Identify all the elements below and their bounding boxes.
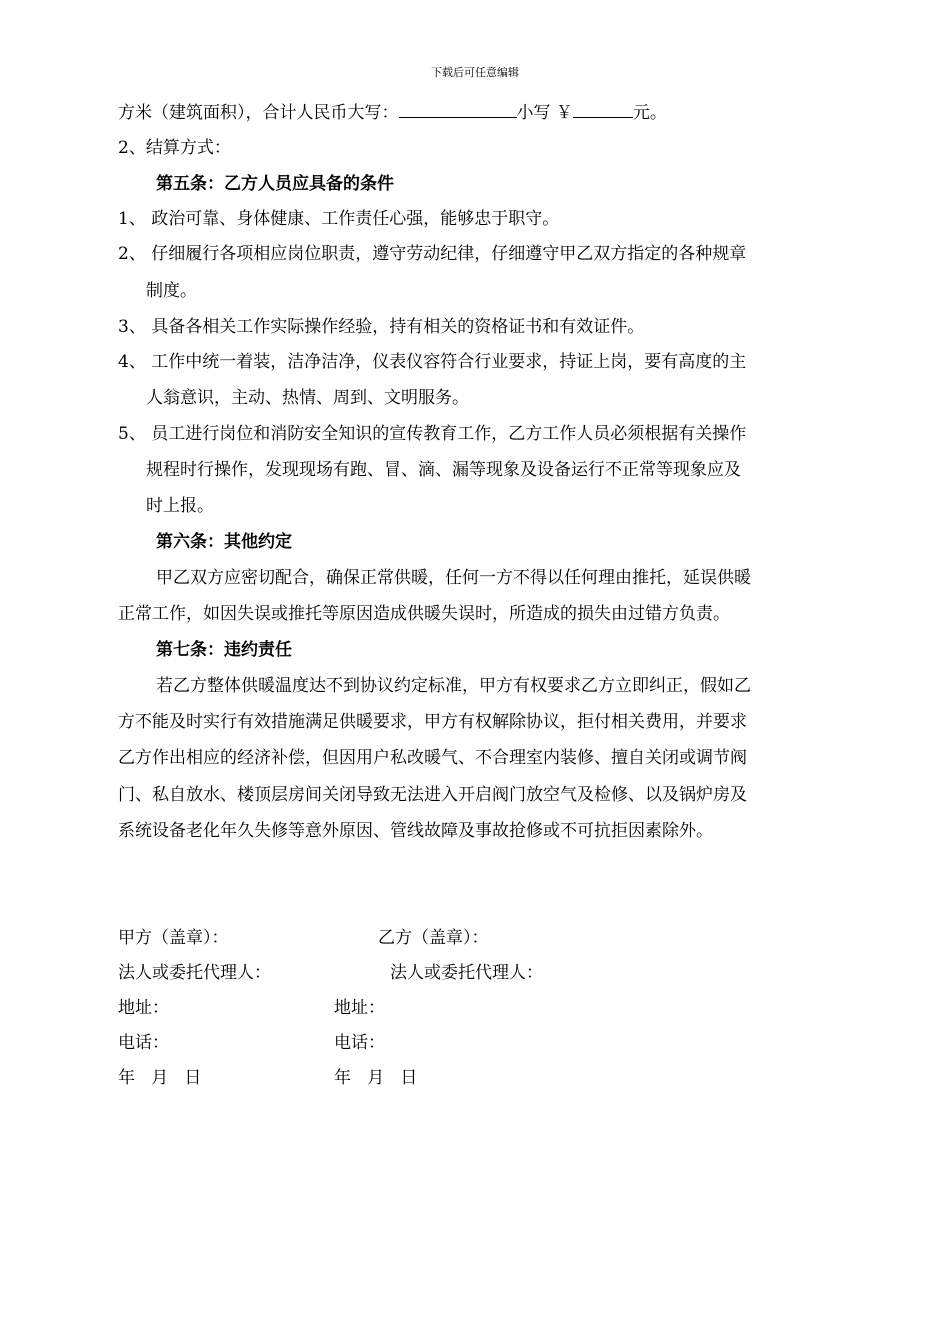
price-middle: 小写 ￥ [516,103,573,123]
condition-2: 2、 仔细履行各项相应岗位职责，遵守劳动纪律，仔细遵守甲乙双方指定的各种规章 [118,244,747,264]
party-b-phone: 电话： [334,1033,385,1053]
condition-5-cont-1: 规程时行操作，发现现场有跑、冒、滴、漏等现象及设备运行不正常等现象应及 [146,460,741,480]
party-a-address: 地址： [118,998,169,1018]
party-a-phone: 电话： [118,1033,169,1053]
condition-5: 5、 员工进行岗位和消防安全知识的宣传教育工作，乙方工作人员必须根据有关操作 [118,424,747,444]
article-7-para-1: 若乙方整体供暖温度达不到协议约定标准，甲方有权要求乙方立即纠正，假如乙 [156,676,751,696]
price-prefix: 方米（建筑面积），合计人民币大写： [118,103,399,123]
article-7-para-2: 方不能及时实行有效措施满足供暖要求，甲方有权解除协议，拒付相关费用，并要求 [118,712,747,732]
page-header: 下载后可任意编辑 [431,66,519,79]
article-6-para-2: 正常工作，如因失误或推托等原因造成供暖失误时，所造成的损失由过错方负责。 [118,604,730,624]
party-b-rep: 法人或委托代理人： [390,963,543,983]
condition-4: 4、 工作中统一着装，洁净洁净，仪表仪容符合行业要求，持证上岗，要有高度的主 [118,352,747,372]
party-b-date: 年 月 日 [334,1068,418,1088]
price-suffix: 元。 [632,103,667,123]
article-7-para-4: 门、私自放水、楼顶层房间关闭导致无法进入开启阀门放空气及检修、以及锅炉房及 [118,785,747,805]
condition-2-cont: 制度。 [146,281,197,301]
amount-figures-blank [573,100,633,118]
article-5-heading: 第五条：乙方人员应具备的条件 [156,174,394,194]
condition-1: 1、 政治可靠、身体健康、工作责任心强，能够忠于职守。 [118,209,560,229]
party-a-date: 年 月 日 [118,1068,202,1088]
condition-4-cont: 人翁意识，主动、热情、周到、文明服务。 [146,388,469,408]
article-6-heading: 第六条：其他约定 [156,532,292,552]
condition-3: 3、 具备各相关工作实际操作经验，持有相关的资格证书和有效证件。 [118,317,645,337]
article-7-para-3: 乙方作出相应的经济补偿，但因用户私改暖气、不合理室内装修、擅自关闭或调节阀 [118,748,747,768]
article-7-heading: 第七条：违约责任 [156,640,292,660]
party-b-address: 地址： [334,998,385,1018]
settlement-line: 2、结算方式： [118,138,231,158]
article-6-para-1: 甲乙双方应密切配合，确保正常供暖，任何一方不得以任何理由推托，延误供暖 [156,568,751,588]
party-a-rep: 法人或委托代理人： [118,963,271,983]
condition-5-cont-2: 时上报。 [146,496,214,516]
party-a-seal: 甲方（盖章）： [118,928,229,948]
article-7-para-5: 系统设备老化年久失修等意外原因、管线故障及事故抢修或不可抗拒因素除外。 [118,821,713,841]
price-line [118,100,838,124]
party-b-seal: 乙方（盖章）： [378,928,489,948]
amount-words-blank [399,100,517,118]
